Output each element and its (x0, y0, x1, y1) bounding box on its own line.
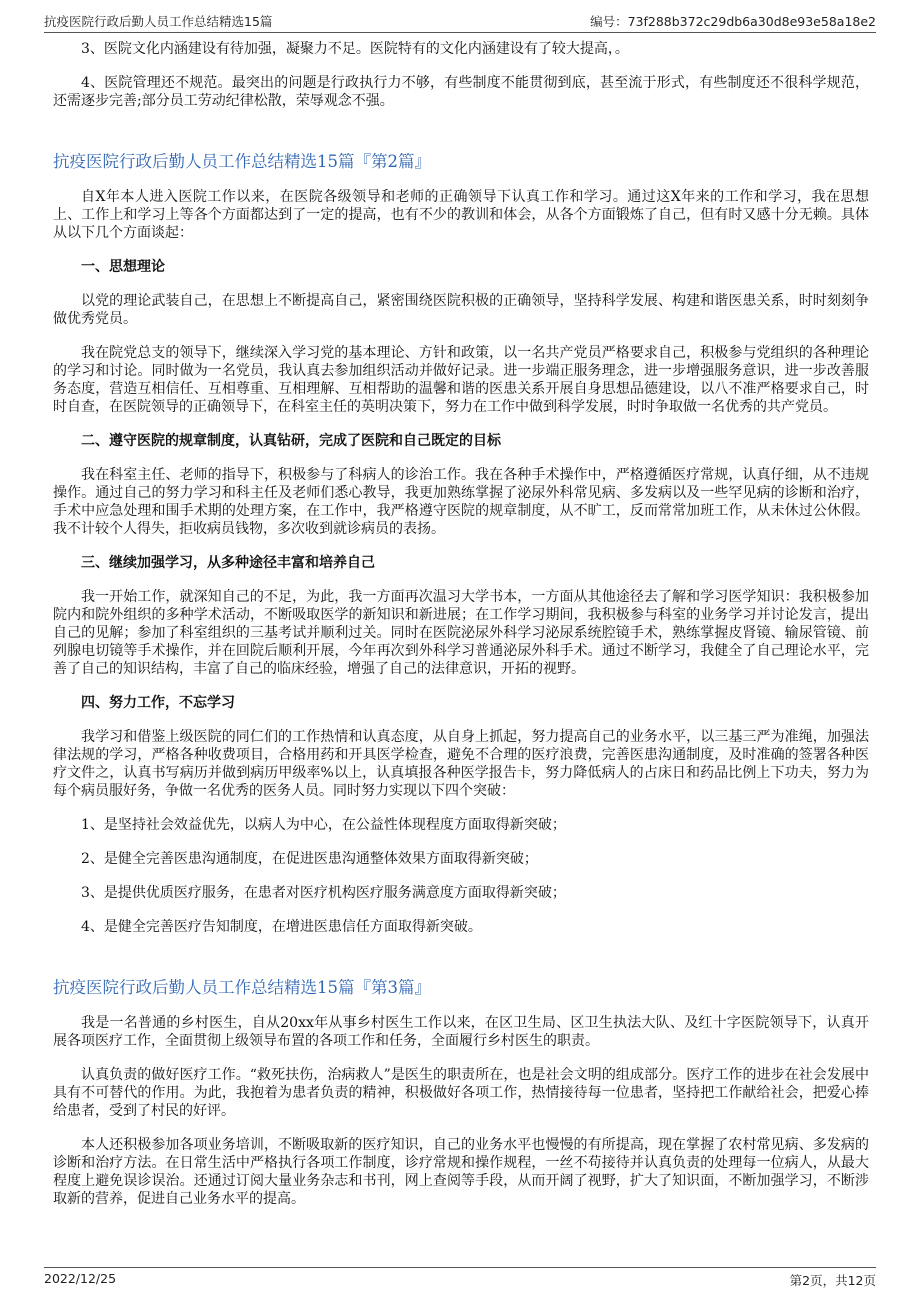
document-body (53, 40, 869, 1208)
section-heading: 抗疫医院行政后勤人员工作总结精选15篇『第3篇』 (53, 978, 431, 997)
paragraph: 3、医院文化内涵建设有待加强，凝聚力不足。医院特有的文化内涵建设有了较大提高，。 (81, 41, 629, 57)
paragraph: 4、医院管理还不规范。最突出的问题是行政执行力不够，有些制度不能贯彻到底，甚至流于形式，有些制度还不很科学规范，还需逐步完善;部分员工劳动纪律松散，荣辱观念不强。 (53, 75, 869, 109)
page-number: 第2页，共12页 (789, 1273, 876, 1288)
list-item: 4、是健全完善医疗告知制度，在增进医患信任方面取得新突破。 (81, 919, 482, 935)
document-code: 编号：73f288b372c29db6a30d8e93e58a18e2 (590, 14, 876, 29)
section-heading: 抗疫医院行政后勤人员工作总结精选15篇『第2篇』 (53, 152, 431, 171)
paragraph: 我一开始工作，就深知自己的不足，为此，我一方面再次温习大学书本，一方面从其他途径去了解和学习医学知识：我积极参加院内和院外组织的多种学术活动，不断吸取医学的新知识和新进展；在工作学习期间，我积极参与科室的业务学习并讨论发言，提出自己的见解；参加了科室组织的三基考试并顺利过关。同时在医院泌尿外科学习泌尿系统腔镜手术，熟练掌握皮肾镜、输尿管镜、前列腺电切镜等手术操作，并在回院后顺利开展，今年再次到外科学习普通泌尿外科手术。通过不断学习，我健全了自己理论水平，完善了自己的知识结构，丰富了自己的临床经验，增强了自己的法律意识，开拓的视野。 (53, 589, 869, 677)
subheading: 二、遵守医院的规章制度，认真钻研，完成了医院和自己既定的目标 (81, 433, 501, 449)
list-item: 1、是坚持社会效益优先，以病人为中心，在公益性体现程度方面取得新突破； (81, 817, 566, 833)
paragraph: 我是一名普通的乡村医生，自从20xx年从事乡村医生工作以来，在区卫生局、区卫生执法大队、及红十字医院领导下，认真开展各项医疗工作，全面贯彻上级领导布置的各项工作和任务，全面履行乡村医生的职责。 (53, 1015, 869, 1049)
paragraph: 以党的理论武装自己，在思想上不断提高自己，紧密围绕医院积极的正确领导，坚持科学发展、构建和谐医患关系，时时刻刻争做优秀党员。 (53, 293, 869, 327)
page-header (0, 0, 920, 34)
paragraph: 我在科室主任、老师的指导下，积极参与了科病人的诊治工作。我在各种手术操作中，严格遵循医疗常规，认真仔细，从不违规操作。通过自己的努力学习和科主任及老师们悉心教导，我更加熟练掌握了泌尿外科常见病、多发病以及一些罕见病的诊断和治疗，手术中应急处理和围手术期的处理方案，在工作中，我严格遵守医院的规章制度，从不旷工，反而常常加班工作，从未休过公休假。我不计较个人得失，拒收病员钱物，多次收到就诊病员的表扬。 (53, 467, 869, 537)
subheading: 一、思想理论 (81, 259, 165, 275)
document-title: 抗疫医院行政后勤人员工作总结精选15篇 (44, 14, 273, 29)
paragraph: 我学习和借鉴上级医院的同仁们的工作热情和认真态度，从自身上抓起，努力提高自己的业务水平，以三基三严为准绳，加强法律法规的学习，严格各种收费项目，合格用药和开具医学检查，避免不合理的医疗浪费，完善医患沟通制度，及时准确的签署各种医疗文件之，认真书写病历并做到病历甲级率%以上，认真填报各种医学报告卡，努力降低病人的占床日和药品比例上下功夫，努力为每个病员服好务，争做一名优秀的医务人员。同时努力实现以下四个突破： (53, 729, 869, 799)
paragraph: 我在院党总支的领导下，继续深入学习党的基本理论、方针和政策，以一名共产党员严格要求自己，积极参与党组织的各种理论的学习和讨论。同时做为一名党员，我认真去参加组织活动并做好记录。进一步端正服务理念，进一步增强服务意识，进一步改善服务态度，营造互相信任、互相尊重、互相理解、互相帮助的温馨和谐的医患关系开展自身思想品德建设，以八不准严格要求自己，时时自查，在医院领导的正确领导下，在科室主任的英明决策下，努力在工作中做到科学发展，时时争取做一名优秀的共产党员。 (53, 345, 869, 415)
list-item: 3、是提供优质医疗服务，在患者对医疗机构医疗服务满意度方面取得新突破； (81, 885, 566, 901)
page-footer (44, 1265, 876, 1289)
paragraph: 自X年本人进入医院工作以来，在医院各级领导和老师的正确领导下认真工作和学习。通过这X年来的工作和学习，我在思想上、工作上和学习上等各个方面都达到了一定的提高，也有不少的教训和体会，从各个方面锻炼了自己，但有时又感十分无赖。具体从以下几个方面谈起： (53, 189, 869, 241)
footer-date: 2022/12/25 (44, 1271, 117, 1286)
paragraph: 认真负责的做好医疗工作。“救死扶伤，治病救人”是医生的职责所在，也是社会文明的组成部分。医疗工作的进步在社会发展中具有不可替代的作用。为此，我抱着为患者负责的精神，积极做好各项工作，热情接待每一位患者，坚持把工作献给社会，把爱心捧给患者，受到了村民的好评。 (53, 1067, 869, 1119)
list-item: 2、是健全完善医患沟通制度，在促进医患沟通整体效果方面取得新突破； (81, 851, 538, 867)
header-divider (44, 32, 876, 33)
subheading: 三、继续加强学习，从多种途径丰富和培养自己 (81, 555, 375, 571)
footer-divider (44, 1267, 876, 1268)
paragraph: 本人还积极参加各项业务培训，不断吸取新的医疗知识，自己的业务水平也慢慢的有所提高，现在掌握了农村常见病、多发病的诊断和治疗方法。在日常生活中严格执行各项工作制度，诊疗常规和操作规程，一丝不苟接待并认真负责的处理每一位病人，从最大程度上避免误诊误治。还通过订阅大量业务杂志和书刊，网上查阅等手段，从而开阔了视野，扩大了知识面，不断加强学习，不断涉取新的营养，促进自己业务水平的提高。 (53, 1137, 869, 1207)
subheading: 四、努力工作，不忘学习 (81, 695, 235, 711)
